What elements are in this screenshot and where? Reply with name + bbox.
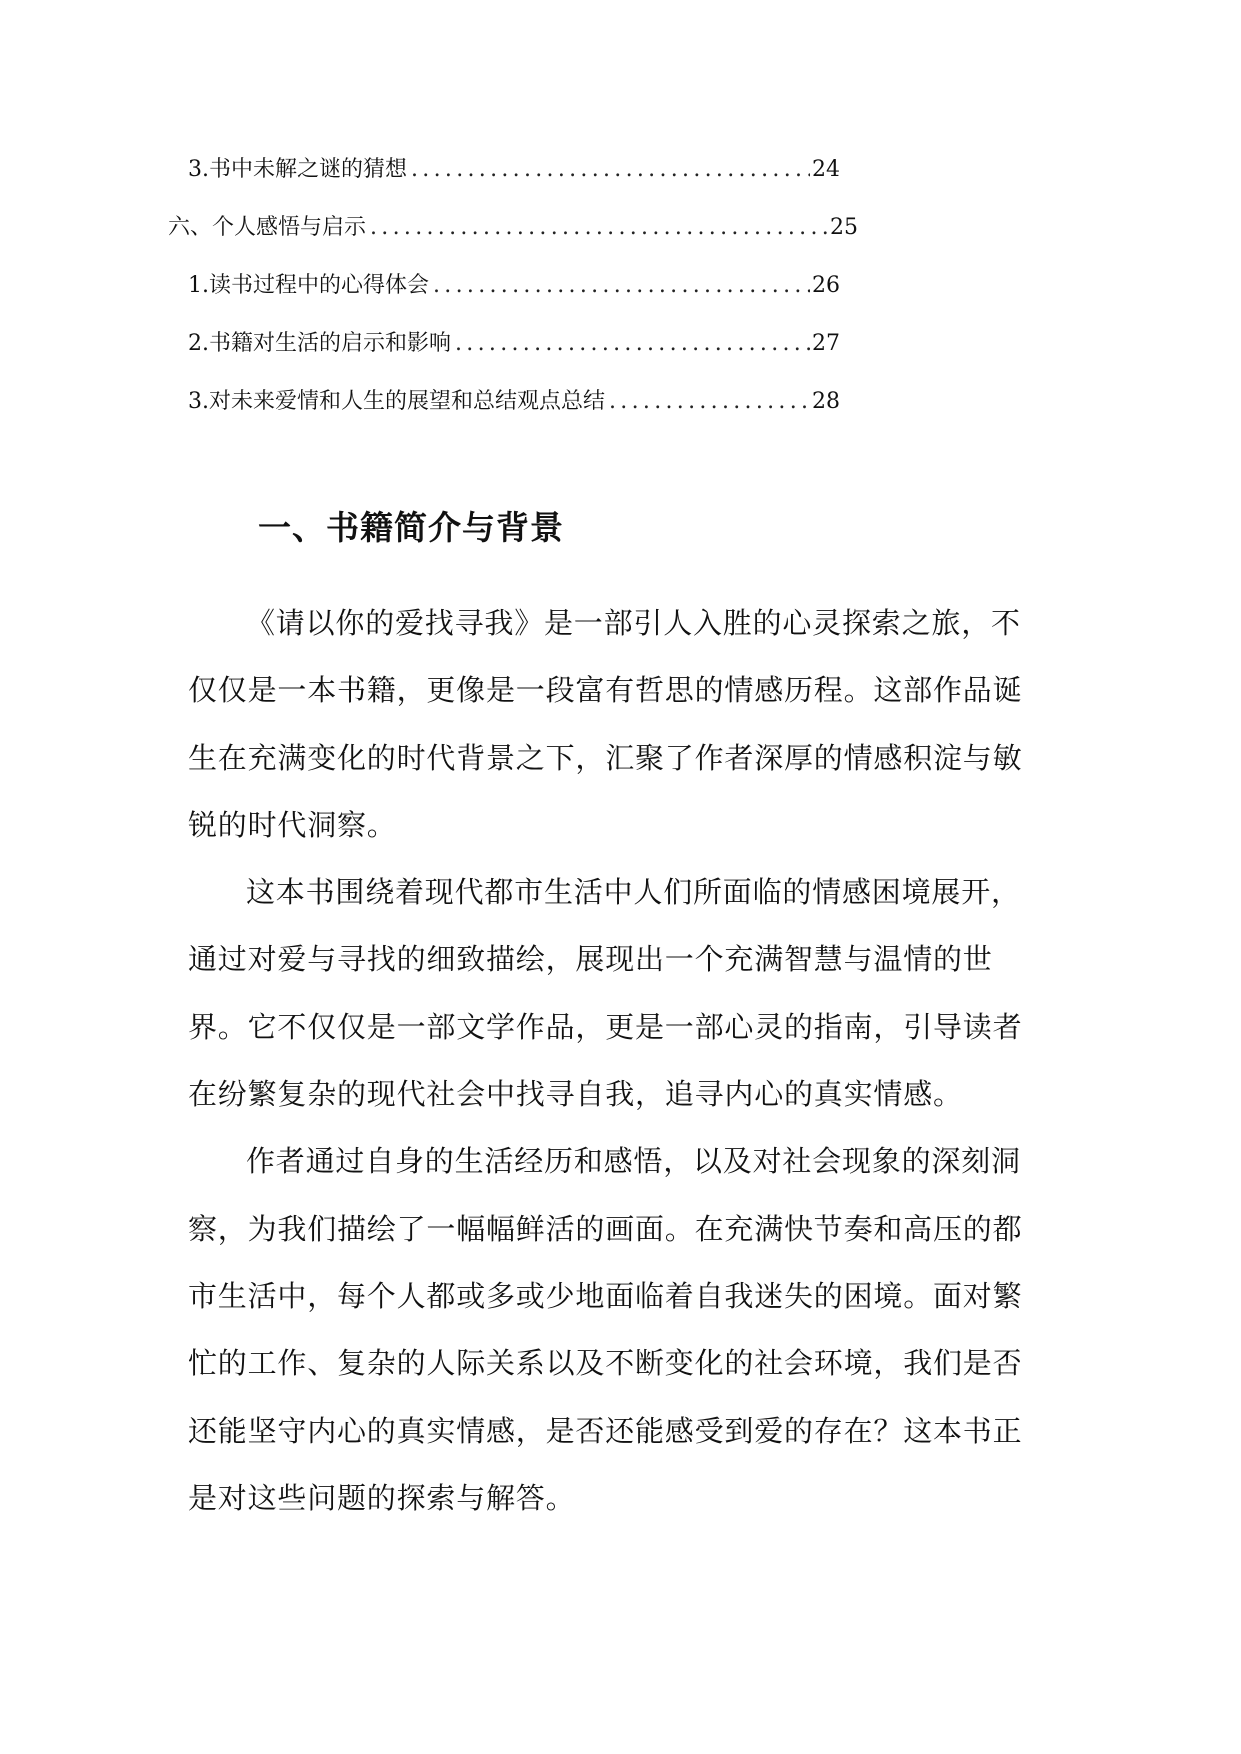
toc-entry[interactable] xyxy=(168,208,858,248)
toc-entry-title: 对未来爱情和人生的展望和总结观点总结 xyxy=(209,389,606,414)
body-paragraph: 这本书围绕着现代都市生活中人们所面临的情感困境展开，通过对爱与寻找的细致描绘，展现出一个充满智慧与温情的世界。它不仅仅是一部文学作品，更是一部心灵的指南，引导读者在纷繁复杂的现代社会中找寻自我，追寻内心的真实情感。 xyxy=(188,875,1023,1112)
toc-entry-page: 28 xyxy=(812,389,840,414)
section-heading: 一、书籍简介与背景 xyxy=(258,508,564,547)
toc-entry-title: 书籍对生活的启示和影响 xyxy=(209,331,452,356)
toc-entry[interactable] xyxy=(188,382,840,422)
toc-entry-number: 3. xyxy=(188,389,209,414)
toc-entry[interactable] xyxy=(188,324,840,364)
toc-entry-title: 读书过程中的心得体会 xyxy=(209,273,430,298)
toc-leader-dots xyxy=(609,382,810,422)
toc-entry-page: 25 xyxy=(830,215,858,240)
toc-entry-page: 24 xyxy=(812,157,840,182)
toc-entry-title: 书中未解之谜的猜想 xyxy=(209,157,408,182)
body-paragraph: 作者通过自身的生活经历和感悟，以及对社会现象的深刻洞察，为我们描绘了一幅幅鲜活的画面。在充满快节奏和高压的都市生活中，每个人都或多或少地面临着自我迷失的困境。面对繁忙的工作、复杂的人际关系以及不断变化的社会环境，我们是否还能坚守内心的真实情感，是否还能感受到爱的存在？这本书正是对这些问题的探索与解答。 xyxy=(188,1144,1023,1515)
toc-entry-number: 3. xyxy=(188,157,209,182)
toc-leader-dots xyxy=(455,324,810,364)
toc-entry[interactable] xyxy=(188,266,840,306)
toc-leader-dots xyxy=(370,208,828,248)
toc-entry-number: 2. xyxy=(188,331,209,356)
toc-entry-number: 1. xyxy=(188,273,209,298)
toc-entry[interactable] xyxy=(188,150,840,190)
toc-entry-title: 六、个人感悟与启示 xyxy=(168,215,367,240)
toc-entry-page: 26 xyxy=(812,273,840,298)
toc-leader-dots xyxy=(433,266,810,306)
body-paragraph: 《请以你的爱找寻我》是一部引人入胜的心灵探索之旅，不仅仅是一本书籍，更像是一段富有哲思的情感历程。这部作品诞生在充满变化的时代背景之下，汇聚了作者深厚的情感积淀与敏锐的时代洞察。 xyxy=(188,606,1023,842)
toc-entry-page: 27 xyxy=(812,331,840,356)
toc-leader-dots xyxy=(411,150,810,190)
section-body xyxy=(188,590,1048,1532)
